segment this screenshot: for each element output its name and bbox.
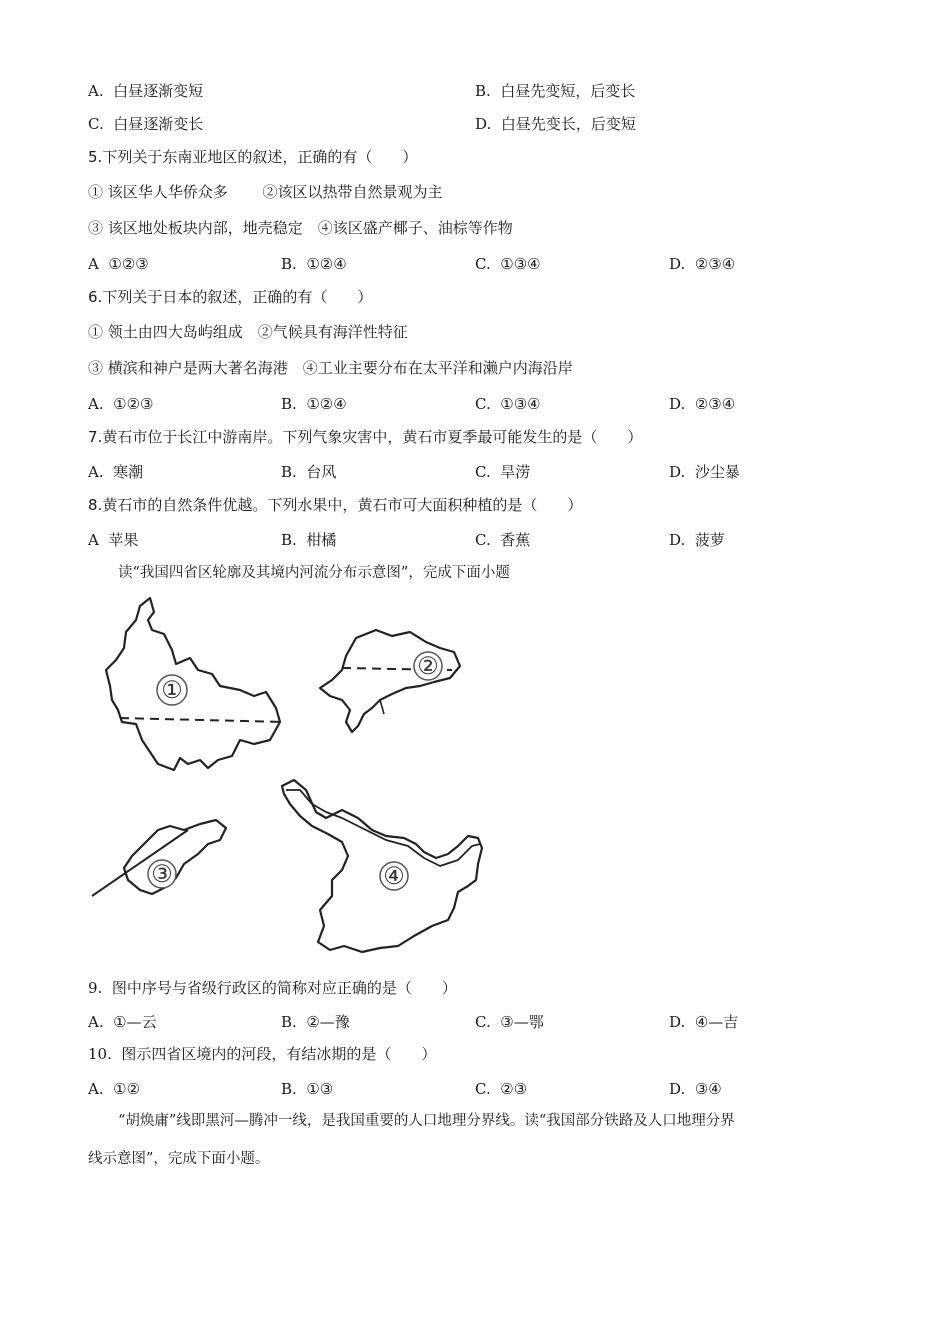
q6-statement-2: ③ 横滨和神户是两大著名海港 ④工业主要分布在太平洋和濑户内海沿岸 <box>88 359 573 377</box>
q5-option-c: C. ①③④ <box>475 255 541 273</box>
q10-stem: 10. 图示四省区境内的河段，有结冰期的是（ ） <box>88 1045 437 1063</box>
province-outline-3 <box>124 820 226 894</box>
q6-option-c: C. ①③④ <box>475 395 541 413</box>
q8-option-c: C. 香蕉 <box>475 531 531 549</box>
q10-option-c: C. ②③ <box>475 1080 528 1098</box>
q10-option-b: B. ①③ <box>281 1080 334 1098</box>
q9-option-d: D. ④—吉 <box>669 1013 739 1031</box>
q5-statement-1: ① 该区华人华侨众多 ②该区以热带自然景观为主 <box>88 183 443 201</box>
hu-line-intro-2: 线示意图”，完成下面小题。 <box>88 1151 270 1167</box>
q5-option-d: D. ②③④ <box>669 255 736 273</box>
map-labels <box>148 652 442 890</box>
q7-option-a: A. 寒潮 <box>88 463 144 481</box>
q5-stem: 5.下列关于东南亚地区的叙述，正确的有（ ） <box>88 148 418 166</box>
province-outline-map <box>80 590 500 970</box>
q9-stem: 9. 图中序号与省级行政区的简称对应正确的是（ ） <box>88 979 457 997</box>
river-1 <box>120 718 284 722</box>
province-outline-1 <box>106 598 280 770</box>
q6-statement-1: ① 领土由四大岛屿组成 ②气候具有海洋性特征 <box>88 323 408 341</box>
q7-option-b: B. 台风 <box>281 463 337 481</box>
river-3 <box>92 830 188 896</box>
q6-option-d: D. ②③④ <box>669 395 736 413</box>
q4-option-b: B. 白昼先变短，后变长 <box>475 82 636 100</box>
q7-stem: 7.黄石市位于长江中游南岸。下列气象灾害中，黄石市夏季最可能发生的是（ ） <box>88 428 643 446</box>
q6-option-a: A. ①②③ <box>88 395 154 413</box>
q8-option-a: A 苹果 <box>88 531 139 549</box>
map-intro: 读“我国四省区轮廓及其境内河流分布示意图”，完成下面小题 <box>118 565 510 581</box>
q5-option-a: A ①②③ <box>88 255 149 273</box>
q6-stem: 6.下列关于日本的叙述，正确的有（ ） <box>88 288 373 306</box>
province-outline-4 <box>282 780 482 952</box>
q5-statement-2: ③ 该区地处板块内部，地壳稳定 ④该区盛产椰子、油棕等作物 <box>88 219 513 237</box>
q4-option-d: D. 白昼先变长，后变短 <box>475 115 636 133</box>
q8-option-b: B. 柑橘 <box>281 531 337 549</box>
q8-option-d: D. 菠萝 <box>669 531 725 549</box>
province-outline-2 <box>320 630 460 732</box>
hu-line-intro-1: “胡焕庸”线即黑河—腾冲一线，是我国重要的人口地理分界线。读“我国部分铁路及人口地理分界 <box>118 1113 735 1129</box>
map-label-3: ③ <box>151 860 173 888</box>
q7-option-d: D. 沙尘暴 <box>669 463 740 481</box>
map-label-4: ④ <box>383 862 405 890</box>
q9-option-b: B. ②—豫 <box>281 1013 350 1031</box>
q9-option-a: A. ①—云 <box>88 1013 157 1031</box>
q5-option-b: B. ①②④ <box>281 255 347 273</box>
q9-option-c: C. ③—鄂 <box>475 1013 544 1031</box>
q7-option-c: C. 旱涝 <box>475 463 531 481</box>
q4-option-c: C. 白昼逐渐变长 <box>88 115 204 133</box>
q8-stem: 8.黄石市的自然条件优越。下列水果中，黄石市可大面积种植的是（ ） <box>88 496 583 514</box>
q10-option-a: A. ①② <box>88 1080 141 1098</box>
q10-option-d: D. ③④ <box>669 1080 722 1098</box>
map-label-2: ② <box>417 652 439 680</box>
q4-option-a: A. 白昼逐渐变短 <box>88 82 204 100</box>
map-label-1: ① <box>161 676 183 704</box>
q6-option-b: B. ①②④ <box>281 395 347 413</box>
